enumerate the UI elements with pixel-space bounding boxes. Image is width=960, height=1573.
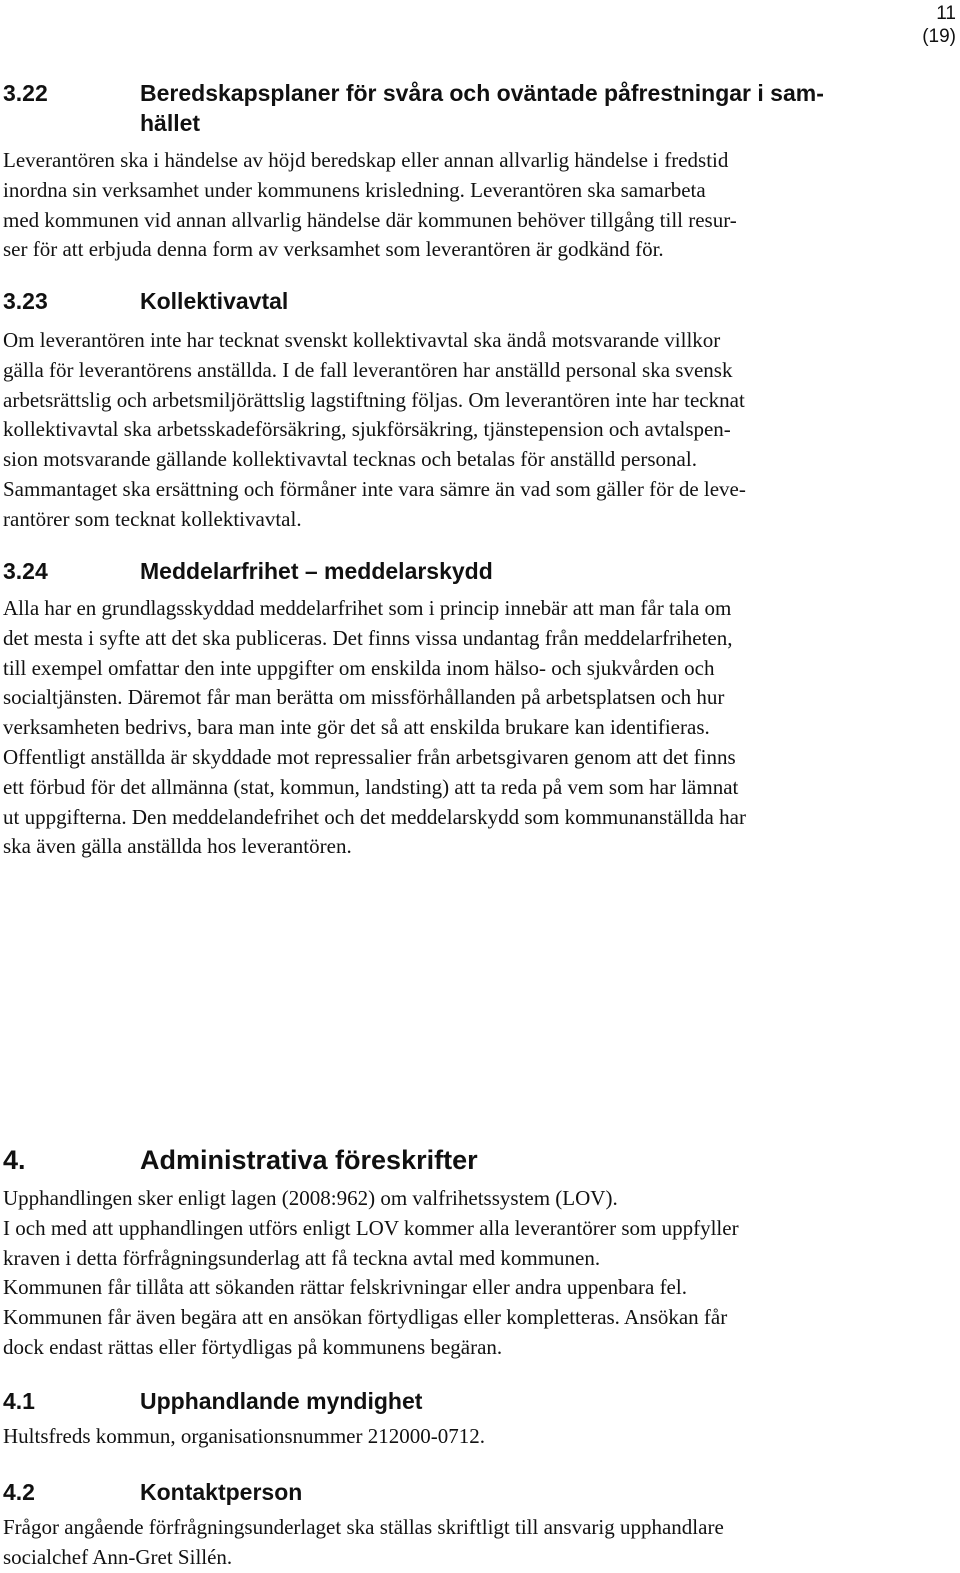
title-line: hället — [140, 110, 201, 136]
body-line: Offentligt anställda är skyddade mot repressalier från arbetsgivaren genom att det finns — [3, 744, 736, 769]
body-line: Hultsfreds kommun, organisationsnummer 212000-0712. — [3, 1424, 485, 1448]
section-title — [3, 1144, 900, 1176]
section-title — [3, 1386, 900, 1416]
section-4-1 — [3, 1386, 943, 1452]
section-number: 3.22 — [3, 80, 48, 106]
title-line: Kollektivavtal — [140, 288, 289, 314]
title-line: Beredskapsplaner för svåra och oväntade påfrestningar i sam- — [140, 80, 824, 106]
body-line: Sammantaget ska ersättning och förmåner inte vara sämre än vad som gäller för de leve- — [3, 476, 746, 501]
section-3-24 — [3, 556, 943, 862]
section-title — [3, 286, 900, 316]
section-number: 4.2 — [3, 1479, 35, 1505]
section-number: 4.1 — [3, 1388, 35, 1414]
section-heading — [3, 78, 943, 138]
body-line: gälla för leverantörens anställda. I de fall leverantören har anställd personal ska svensk — [3, 357, 733, 382]
section-heading — [3, 1477, 943, 1507]
body-line: ut uppgifterna. Den meddelandefrihet och det meddelarskydd som kommunanställda har — [3, 804, 746, 829]
body-line: Alla har en grundlagsskyddad meddelarfrihet som i princip innebär att man får tala om — [3, 596, 732, 620]
body-line: socialtjänsten. Däremot får man berätta om missförhållanden på arbetsplatsen och hur — [3, 685, 725, 710]
section-title — [3, 556, 900, 586]
body-line: Frågor angående förfrågningsunderlaget ska ställas skriftligt till ansvarig upphandlare — [3, 1515, 724, 1539]
section-body — [3, 1184, 908, 1363]
section-number: 3.24 — [3, 558, 48, 584]
body-line: kraven i detta förfrågningsunderlag att få teckna avtal med kommunen. — [3, 1245, 601, 1270]
title-line: Kontaktperson — [140, 1479, 303, 1505]
section-body — [3, 146, 908, 265]
section-title — [3, 1477, 900, 1507]
body-line: ska även gälla anställda hos leverantören. — [3, 834, 352, 859]
section-number: 4. — [3, 1145, 26, 1175]
section-number: 3.23 — [3, 288, 48, 314]
body-line: till exempel omfattar den inte uppgifter om enskilda inom hälso- och sjukvården och — [3, 655, 715, 680]
section-body — [3, 326, 908, 535]
section-body — [3, 1422, 908, 1452]
body-line: kollektivavtal ska arbetsskadeförsäkring, sjukförsäkring, tjänstepension och avtalspen- — [3, 417, 731, 442]
section-title — [3, 78, 900, 138]
section-3-23 — [3, 286, 943, 535]
section-4 — [3, 1144, 943, 1363]
title-line: Meddelarfrihet – meddelarskydd — [140, 558, 493, 584]
page-number — [922, 2, 956, 48]
body-line: dock endast rättas eller förtydligas på kommunens begäran. — [3, 1334, 503, 1359]
body-line: arbetsrättslig och arbetsmiljörättslig lagstiftning följas. Om leverantören inte har tecknat — [3, 387, 745, 412]
chapter-heading — [3, 1144, 943, 1176]
body-line: I och med att upphandlingen utförs enligt LOV kommer alla leverantörer som uppfyller — [3, 1215, 739, 1240]
body-line: med kommunen vid annan allvarlig händelse där kommunen behöver tillgång till resur- — [3, 207, 737, 232]
section-heading — [3, 556, 943, 586]
body-line: Kommunen får tillåta att sökanden rättar felskrivningar eller andra uppenbara fel. — [3, 1275, 687, 1300]
body-line: ett förbud för det allmänna (stat, kommun, landsting) att ta reda på vem som har lämnat — [3, 774, 739, 799]
body-line: sion motsvarande gällande kollektivavtal tecknas och betalas för anställd personal. — [3, 447, 697, 472]
page-number-current: 11 — [936, 3, 956, 24]
page-number-total: (19) — [922, 26, 956, 47]
section-heading — [3, 1386, 943, 1416]
section-4-2 — [3, 1477, 943, 1573]
body-line: Om leverantören inte har tecknat svenskt kollektivavtal ska ändå motsvarande villkor — [3, 328, 721, 352]
body-line: Leverantören ska i händelse av höjd beredskap eller annan allvarlig händelse i fredstid — [3, 148, 729, 172]
body-line: verksamheten bedrivs, bara man inte gör det så att enskilda brukare kan identifieras. — [3, 715, 710, 740]
section-body — [3, 594, 908, 862]
body-line: Upphandlingen sker enligt lagen (2008:962) om valfrihetssystem (LOV). — [3, 1186, 618, 1210]
section-heading — [3, 286, 943, 316]
body-line: ser för att erbjuda denna form av verksamhet som leverantören är godkänd för. — [3, 237, 664, 262]
body-line: det mesta i syfte att det ska publiceras. Det finns vissa undantag från meddelarfriheten, — [3, 625, 733, 650]
title-line: Administrativa föreskrifter — [140, 1145, 478, 1175]
body-line: rantörer som tecknat kollektivavtal. — [3, 506, 302, 531]
title-line: Upphandlande myndighet — [140, 1388, 423, 1414]
body-line: socialchef Ann-Gret Sillén. — [3, 1544, 233, 1569]
section-3-22 — [3, 78, 943, 265]
body-line: inordna sin verksamhet under kommunens krisledning. Leverantören ska samarbeta — [3, 177, 706, 202]
section-body — [3, 1513, 908, 1573]
body-line: Kommunen får även begära att en ansökan förtydligas eller kompletteras. Ansökan får — [3, 1305, 728, 1330]
